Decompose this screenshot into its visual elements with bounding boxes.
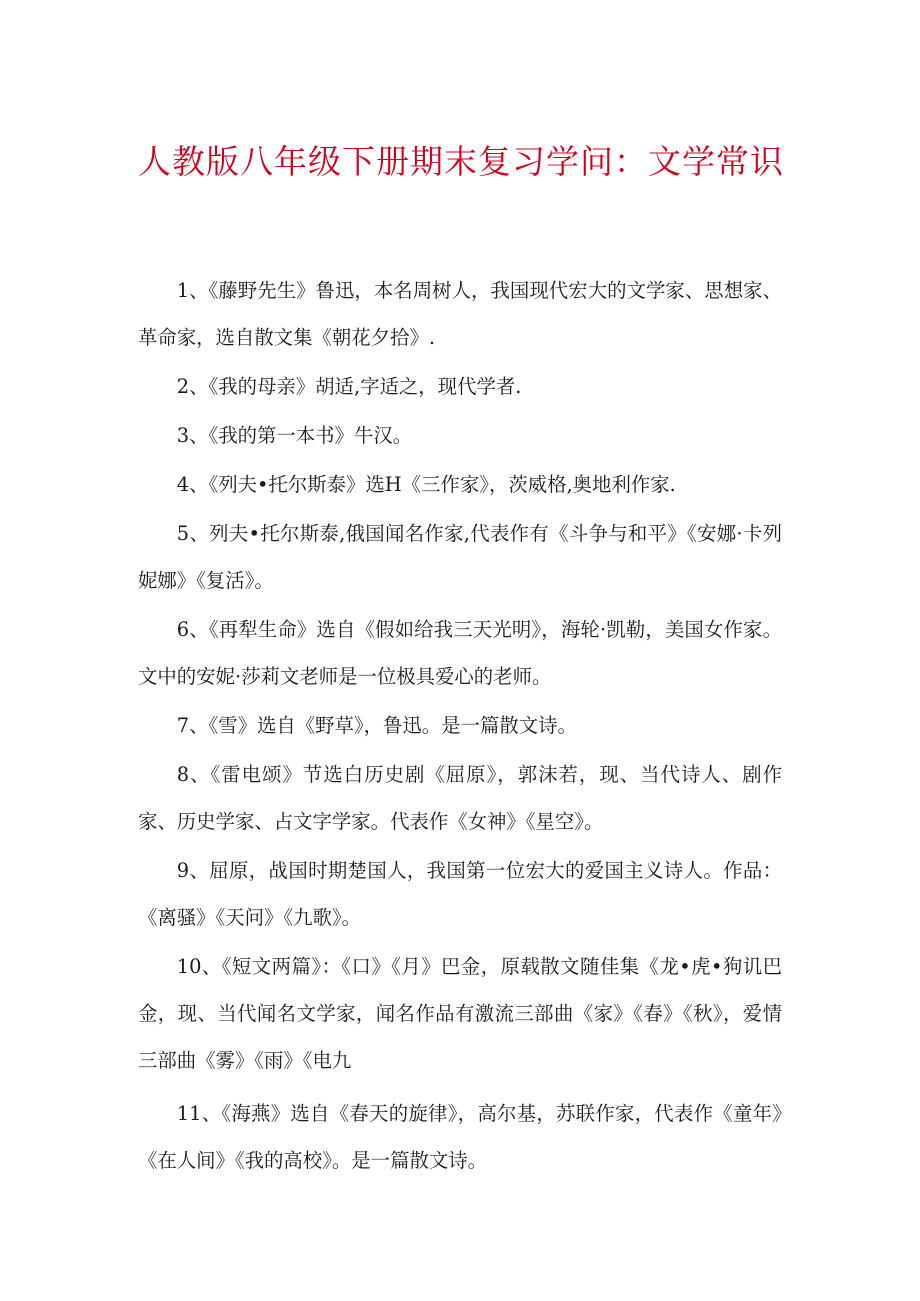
list-item: 8、《雷电颂》节选白历史剧《屈原》，郭沫若，现、当代诗人、剧作家、历史学家、占文字学家。代表作《女神》《星空》。 (138, 763, 782, 833)
knowledge-list (138, 267, 782, 1186)
list-item: 5、列夫•托尔斯泰,俄国闻名作家,代表作有《斗争与和平》《安娜·卡列妮娜》《复活》。 (138, 522, 782, 592)
list-item: 11、《海燕》选自《春天的旋律》，高尔基，苏联作家，代表作《童年》《在人间》《我的高校》。是一篇散文诗。 (138, 1102, 782, 1172)
list-item: 10、《短文两篇》：《口》《月》巴金，原载散文随佳集《龙•虎•狗讥巴金，现、当代闻名文学家，闻名作品有激流三部曲《家》《春》《秋》，爱情三部曲《雾》《雨》《电九 (138, 955, 782, 1072)
list-item: 7、《雪》选自《野草》，鲁迅。是一篇散文诗。 (176, 714, 577, 737)
list-item: 3、《我的第一本书》牛汉。 (176, 424, 413, 447)
list-item: 9、屈原，战国时期楚国人，我国第一位宏大的爱国主义诗人。作品：《离骚》《天问》《九歌》。 (138, 859, 782, 929)
list-item: 4、《列夫•托尔斯泰》选H《三作家》，茨威格,奥地利作家. (176, 473, 676, 496)
list-item: 1、《藤野先生》鲁迅，本名周树人，我国现代宏大的文学家、思想家、革命家，选自散文集《朝花夕拾》. (138, 279, 782, 349)
list-item: 6、《再犁生命》选自《假如给我三天光明》，海轮·凯勒，美国女作家。文中的安妮·莎莉文老师是一位极具爱心的老师。 (138, 618, 782, 688)
page-title: 人教版八年级下册期末复习学问：文学常识 (138, 142, 784, 181)
list-item: 2、《我的母亲》胡适,字适之，现代学者. (176, 375, 522, 398)
